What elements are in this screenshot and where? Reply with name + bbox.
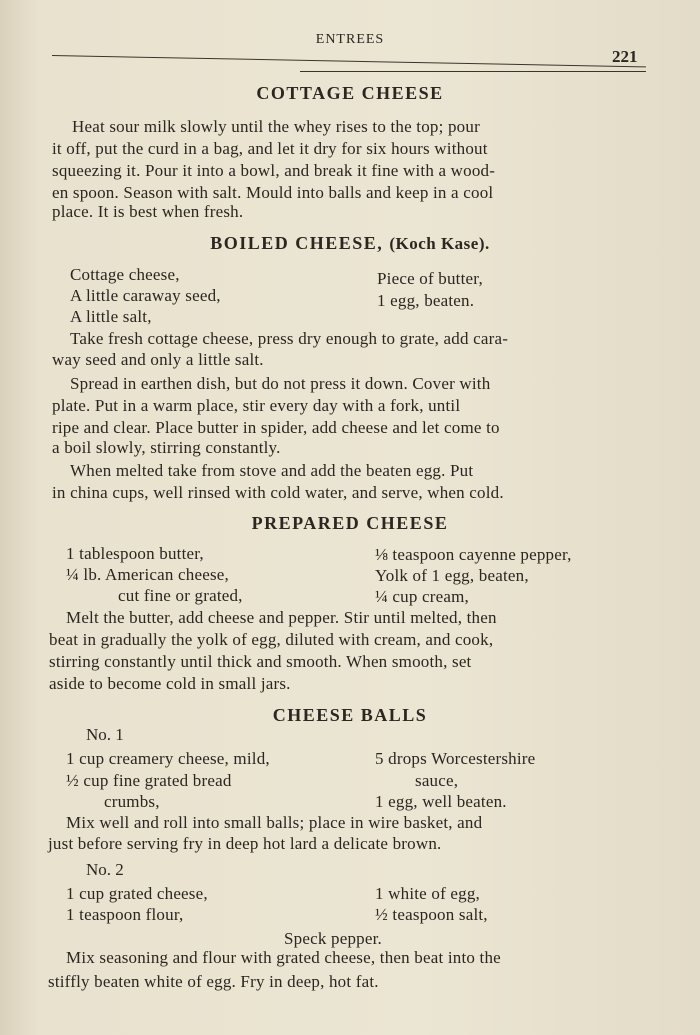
paragraph-line: en spoon. Season with salt. Mould into balls and keep in a cool	[52, 183, 494, 202]
ingredient: 1 cup creamery cheese, mild,	[66, 749, 270, 768]
paragraph-line: plate. Put in a warm place, stir every day with a fork, until	[52, 396, 461, 415]
paragraph-line: Mix well and roll into small balls; place in wire basket, and	[66, 813, 483, 832]
header-rule	[52, 55, 646, 67]
paragraph-line: squeezing it. Pour it into a bowl, and break it fine with a wood-	[52, 161, 496, 180]
paragraph-line: Spread in earthen dish, but do not press it down. Cover with	[70, 374, 491, 393]
ingredient: 1 egg, well beaten.	[375, 792, 507, 811]
ingredient: cut fine or grated,	[118, 586, 243, 605]
ingredient: A little caraway seed,	[70, 286, 221, 305]
paragraph-line: a boil slowly, stirring constantly.	[52, 438, 281, 457]
running-head: ENTREES	[315, 32, 385, 47]
ingredient: ½ cup fine grated bread	[66, 771, 232, 790]
paragraph-line: Heat sour milk slowly until the whey rises to the top; pour	[72, 117, 480, 136]
paragraph-line: stirring constantly until thick and smooth. When smooth, set	[49, 652, 472, 671]
ingredient: Piece of butter,	[377, 269, 483, 288]
ingredient: ¼ lb. American cheese,	[66, 565, 230, 584]
ingredient: 1 tablespoon butter,	[66, 544, 204, 563]
ingredient: 5 drops Worcestershire	[375, 749, 536, 768]
paragraph-line: ripe and clear. Place butter in spider, add cheese and let come to	[52, 418, 500, 437]
paragraph-line: way seed and only a little salt.	[52, 350, 264, 369]
ingredient: Speck pepper.	[284, 929, 382, 948]
paragraph-line: place. It is best when fresh.	[52, 202, 244, 221]
paragraph-line: Mix seasoning and flour with grated cheese, then beat into the	[66, 948, 501, 967]
section-title-main: BOILED CHEESE,	[210, 233, 384, 253]
paragraph-line: Take fresh cottage cheese, press dry enough to grate, add cara-	[70, 329, 509, 348]
recipe-variant-label: No. 2	[86, 860, 124, 879]
recipe-variant-label: No. 1	[86, 725, 124, 744]
paragraph-line: beat in gradually the yolk of egg, diluted with cream, and cook,	[49, 630, 494, 649]
paragraph-line: When melted take from stove and add the beaten egg. Put	[70, 461, 474, 480]
section-title-prepared-cheese: PREPARED CHEESE	[251, 513, 449, 533]
ingredient: ⅛ teaspoon cayenne pepper,	[375, 545, 572, 564]
section-title-boiled-cheese	[0, 233, 700, 254]
paragraph-line: it off, put the curd in a bag, and let it dry for six hours without	[52, 139, 488, 158]
ingredient: sauce,	[415, 771, 459, 790]
paragraph-line: just before serving fry in deep hot lard a delicate brown.	[48, 834, 442, 853]
section-title-cottage-cheese: COTTAGE CHEESE	[256, 83, 444, 103]
ingredient: 1 egg, beaten.	[377, 291, 475, 310]
ingredient: A little salt,	[70, 307, 152, 326]
section-title-cheese-balls: CHEESE BALLS	[272, 705, 428, 725]
ingredient: 1 teaspoon flour,	[66, 905, 184, 924]
ingredient: crumbs,	[104, 792, 160, 811]
ingredient: 1 white of egg,	[375, 884, 480, 903]
ingredient: 1 cup grated cheese,	[66, 884, 208, 903]
ingredient: ½ teaspoon salt,	[375, 905, 488, 924]
paragraph-line: in china cups, well rinsed with cold water, and serve, when cold.	[52, 483, 504, 502]
paragraph-line: aside to become cold in small jars.	[49, 674, 291, 693]
ingredient: Yolk of 1 egg, beaten,	[375, 566, 529, 585]
header-rule-secondary	[300, 71, 646, 72]
ingredient: Cottage cheese,	[70, 265, 180, 284]
paragraph-line: stiffly beaten white of egg. Fry in deep, hot fat.	[48, 972, 379, 991]
page-number: 221	[612, 47, 638, 66]
section-title-suffix: (Koch Kase).	[389, 234, 490, 253]
paragraph-line: Melt the butter, add cheese and pepper. Stir until melted, then	[66, 608, 497, 627]
ingredient: ¼ cup cream,	[375, 587, 469, 606]
